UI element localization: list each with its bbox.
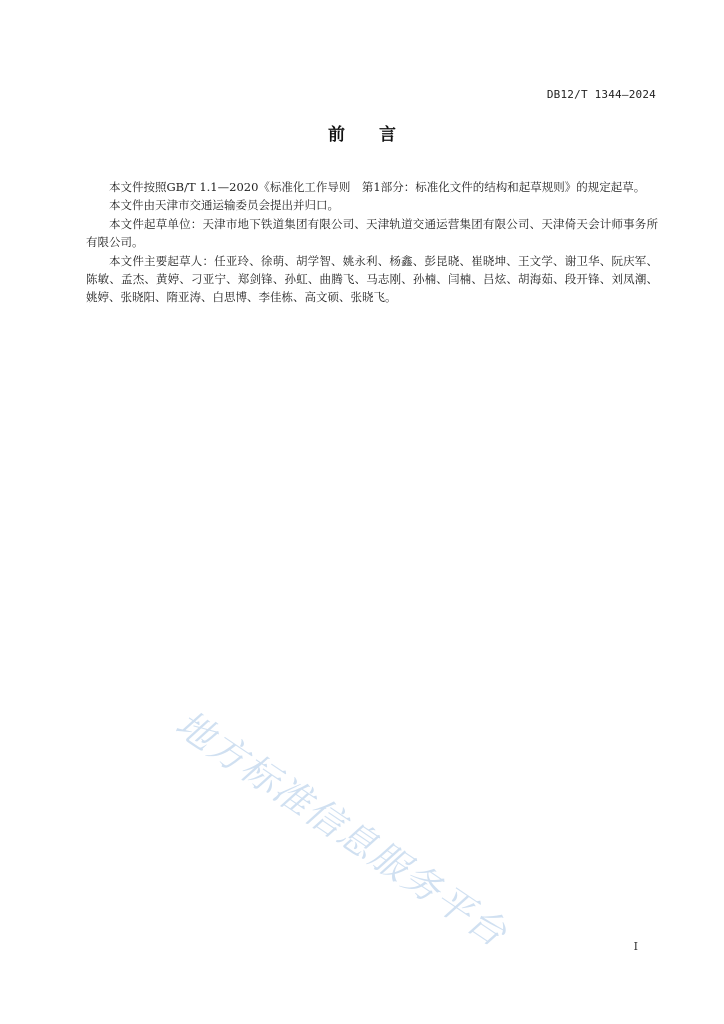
paragraph-proposer: 本文件由天津市交通运输委员会提出并归口。 (109, 198, 339, 213)
watermark: 地方标准信息服务平台 (168, 702, 516, 956)
foreword-body (86, 178, 658, 307)
section-title: 前言 (328, 125, 430, 145)
document-code: DB12/T 1344—2024 (546, 88, 656, 101)
page-number: I (633, 940, 638, 953)
paragraph-drafting-rules: 本文件按照GB/T 1.1—2020《标准化工作导则 第1部分：标准化文件的结构和起草规则》的规定起草。 (109, 180, 646, 194)
paragraph-drafting-units: 本文件起草单位：天津市地下铁道集团有限公司、天津轨道交通运营集团有限公司、天津倚天会计师事务所有限公司。 (86, 216, 658, 250)
paragraph-drafters: 本文件主要起草人：任亚玲、徐萌、胡学智、姚永利、杨鑫、彭昆晓、崔晓坤、王文学、谢卫华、阮庆军、陈敏、孟杰、黄婷、刁亚宁、郑剑锋、孙虹、曲腾飞、马志刚、孙楠、闫楠、吕炫、胡海茹、段开锋、刘凤潮、姚婷、张晓阳、隋亚涛、白思博、李佳栋、高文硕、张晓飞。 (86, 253, 658, 305)
